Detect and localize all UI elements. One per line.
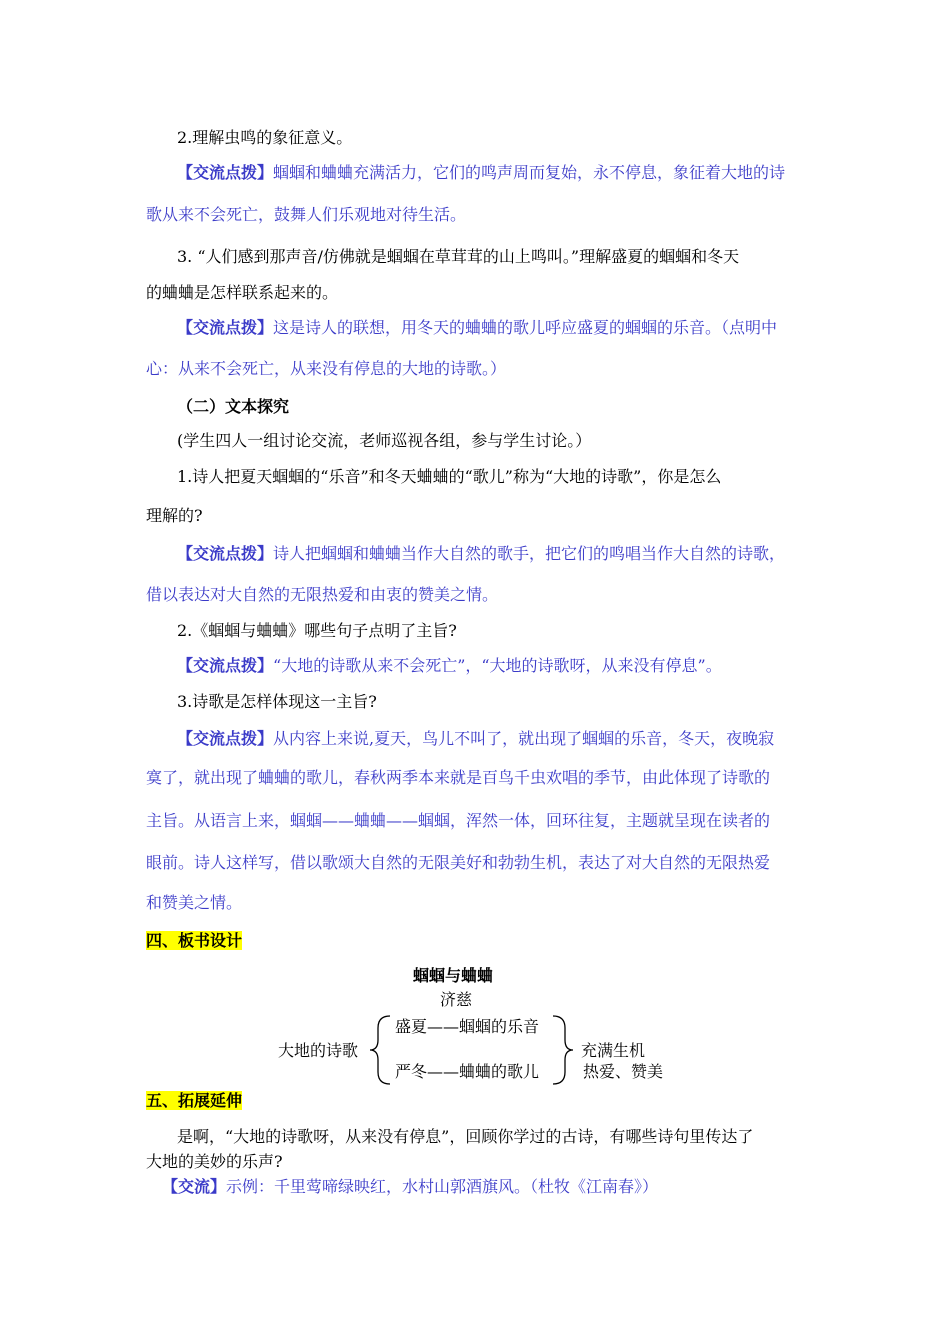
section-5-title: 五、拓展延伸 xyxy=(146,1091,243,1110)
study-answer-1: 【交流点拨】诗人把蝈蝈和蛐蛐当作大自然的歌手，把它们的鸣唱当作大自然的诗歌， xyxy=(177,544,786,563)
question-2: 2.理解虫鸣的象征意义。 xyxy=(177,128,353,147)
extension-answer: 【交流】示例：千里莺啼绿映红，水村山郭酒旗风。（杜牧《江南春》） xyxy=(162,1177,659,1196)
study-answer-3: 【交流点拨】从内容上来说,夏天，鸟儿不叫了，就出现了蝈蝈的乐音，冬天，夜晚寂 xyxy=(177,729,775,748)
question-3: 3. “人们感到那声音/仿佛就是蝈蝈在草茸茸的山上鸣叫。”理解盛夏的蝈蝈和冬天 xyxy=(177,247,740,266)
study-question-1: 1.诗人把夏天蝈蝈的“乐音”和冬天蛐蛐的“歌儿”称为“大地的诗歌”，你是怎么 xyxy=(177,467,722,486)
answer-2: 【交流点拨】蝈蝈和蛐蛐充满活力，它们的鸣声周而复始，永不停息，象征着大地的诗 xyxy=(177,163,786,182)
board-author: 济慈 xyxy=(440,990,473,1009)
study-question-1-cont: 理解的? xyxy=(146,506,203,525)
exchange-tag: 【交流点拨】 xyxy=(177,163,274,182)
study-answer-3-line4: 眼前。诗人这样写，借以歌颂大自然的无限美好和勃勃生机，表达了对大自然的无限热爱 xyxy=(146,853,771,872)
activity-note: (学生四人一组讨论交流，老师巡视各组，参与学生讨论。） xyxy=(177,431,592,450)
answer-2-cont: 歌从来不会死亡，鼓舞人们乐观地对待生活。 xyxy=(146,205,467,224)
exchange-short-tag: 【交流】 xyxy=(162,1177,227,1196)
right-brace xyxy=(553,1016,573,1084)
study-answer-1-cont: 借以表达对大自然的无限热爱和由衷的赞美之情。 xyxy=(146,585,499,604)
board-right-1: 充满生机 xyxy=(581,1041,646,1060)
extension-prompt: 是啊，“大地的诗歌呀，从来没有停息”，回顾你学过的古诗，有哪些诗句里传达了 xyxy=(177,1127,754,1146)
exchange-tag: 【交流点拨】 xyxy=(177,544,274,563)
exchange-tag: 【交流点拨】 xyxy=(177,318,274,337)
study-answer-3-line3: 主旨。从语言上来，蝈蝈——蛐蛐——蝈蝈，浑然一体，回环往复，主题就呈现在读者的 xyxy=(146,811,771,830)
study-answer-3-line5: 和赞美之情。 xyxy=(146,893,243,912)
answer-3: 【交流点拨】这是诗人的联想，用冬天的蛐蛐的歌儿呼应盛夏的蝈蝈的乐音。（点明中 xyxy=(177,318,778,337)
answer-3-cont: 心：从来不会死亡，从来没有停息的大地的诗歌。） xyxy=(146,359,507,378)
board-row-summer: 盛夏——蝈蝈的乐音 xyxy=(395,1017,540,1036)
board-left-label: 大地的诗歌 xyxy=(278,1041,359,1060)
section-4-title: 四、板书设计 xyxy=(146,931,243,950)
question-3-cont: 的蛐蛐是怎样联系起来的。 xyxy=(146,283,339,302)
study-answer-2: 【交流点拨】“大地的诗歌从来不会死亡”，“大地的诗歌呀，从来没有停息”。 xyxy=(177,656,722,675)
board-right-2: 热爱、赞美 xyxy=(583,1062,664,1081)
exchange-tag: 【交流点拨】 xyxy=(177,729,274,748)
extension-prompt-cont: 大地的美妙的乐声? xyxy=(146,1152,283,1171)
left-brace xyxy=(370,1016,390,1084)
study-question-2: 2.《蝈蝈与蛐蛐》哪些句子点明了主旨? xyxy=(177,621,457,640)
study-answer-3-line2: 寞了，就出现了蛐蛐的歌儿，春秋两季本来就是百鸟千虫欢唱的季节，由此体现了诗歌的 xyxy=(146,768,771,787)
subsection-title-text-study: （二）文本探究 xyxy=(177,397,290,416)
exchange-tag: 【交流点拨】 xyxy=(177,656,274,675)
study-question-3: 3.诗歌是怎样体现这一主旨? xyxy=(177,692,377,711)
board-title: 蝈蝈与蛐蛐 xyxy=(413,966,494,985)
board-row-winter: 严冬——蛐蛐的歌儿 xyxy=(395,1062,540,1081)
